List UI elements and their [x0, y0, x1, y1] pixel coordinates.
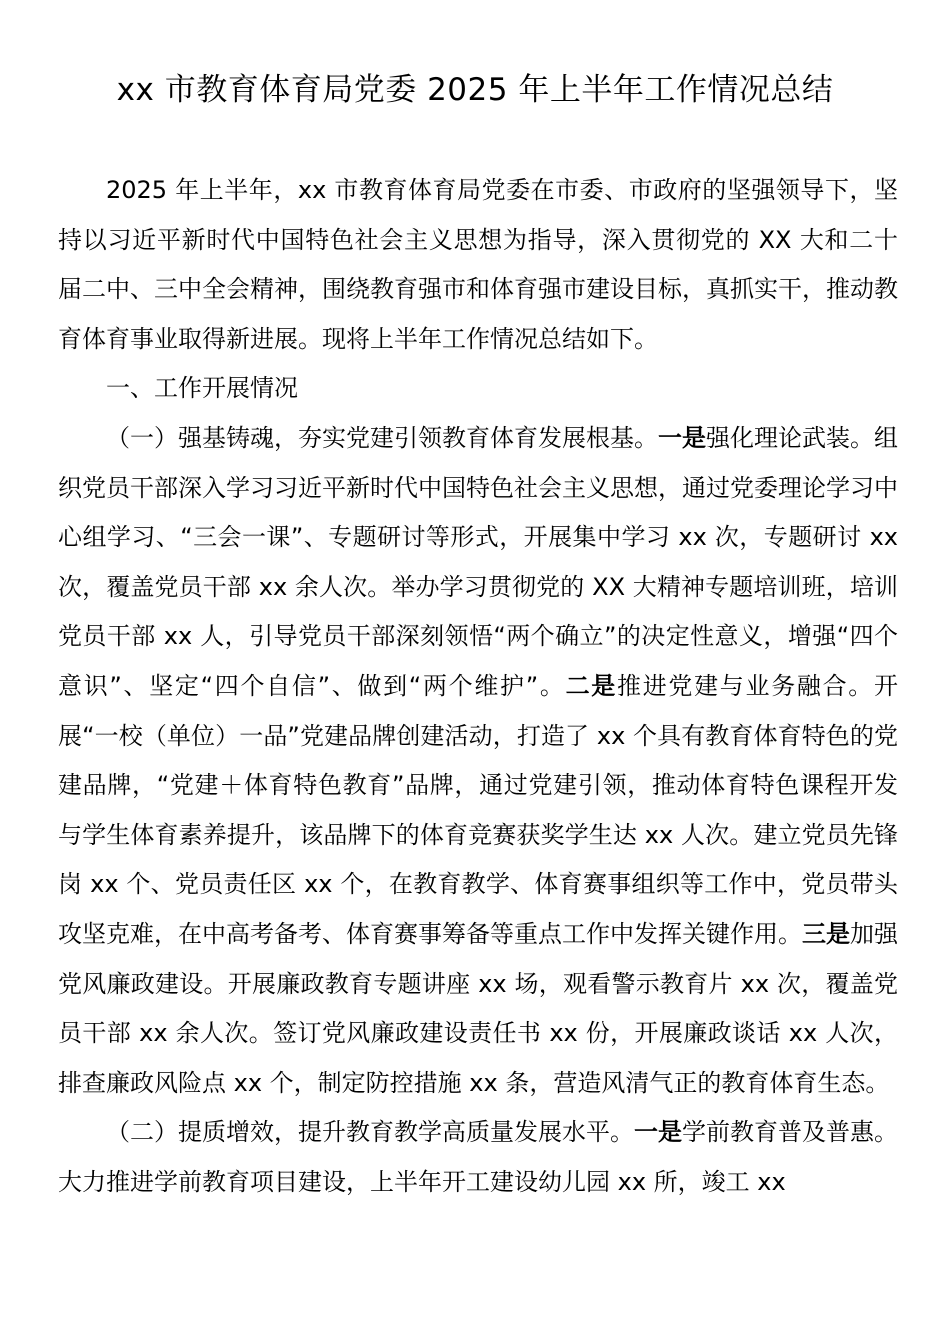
item-label: 一是 — [634, 1118, 682, 1147]
item-text: 加强党风廉政建设。开展廉政教育专题讲座 xx 场，观看警示教育片 xx 次，覆盖党员干部 xx 余人次。签订党风廉政建设责任书 xx 份，开展廉政谈话 xx 人次，排查廉政风险点 xx 个，制定防控措施 xx 条，营造风清气正的教育体育生态。 — [58, 919, 898, 1097]
intro-paragraph: 2025 年上半年，xx 市教育体育局党委在市委、市政府的坚强领导下，坚持以习近平新时代中国特色社会主义思想为指导，深入贯彻党的 XX 大和二十届二中、三中全会精神，围绕教育强市和体育强市建设目标，真抓实干，推动教育体育事业取得新进展。现将上半年工作情况总结如下。 — [58, 176, 898, 353]
part-one-heading: （一）强基铸魂，夯实党建引领教育体育发展根基。 — [106, 423, 658, 452]
section-heading: 一、工作开展情况 — [106, 374, 298, 403]
part-two-paragraph — [58, 1108, 898, 1207]
item-label: 一是 — [658, 423, 706, 452]
item-text: 强化理论武装。组织党员干部深入学习习近平新时代中国特色社会主义思想，通过党委理论学习中心组学习、“三会一课”、专题研讨等形式，开展集中学习 xx 次，专题研讨 xx 次，覆盖党员干部 xx 余人次。举办学习贯彻党的 XX 大精神专题培训班，培训党员干部 xx 人，引导党员干部深刻领悟“两个确立”的决定性意义，增强“四个意识”、坚定“四个自信”、做到“两个维护”。 — [58, 423, 898, 700]
part-one-paragraph — [58, 414, 898, 1108]
item-text: 推进党建与业务融合。开展“一校（单位）一品”党建品牌创建活动，打造了 xx 个具有教育体育特色的党建品牌，“党建＋体育特色教育”品牌，通过党建引领，推动体育特色课程开发与学生体育素养提升，该品牌下的体育竞赛获奖学生达 xx 人次。建立党员先锋岗 xx 个、党员责任区 xx 个，在教育教学、体育赛事组织等工作中，党员带头攻坚克难，在中高考备考、体育赛事筹备等重点工作中发挥关键作用。 — [58, 671, 899, 948]
item-label: 二是 — [565, 671, 617, 700]
item-text: 学前教育普及普惠。大力推进学前教育项目建设，上半年开工建设幼儿园 xx 所，竣工 xx — [58, 1118, 898, 1196]
document-body — [58, 166, 898, 1207]
item-label: 三是 — [802, 919, 850, 948]
part-two-heading: （二）提质增效，提升教育教学高质量发展水平。 — [106, 1118, 634, 1147]
document-title: xx 市教育体育局党委 2025 年上半年工作情况总结 — [116, 72, 834, 108]
